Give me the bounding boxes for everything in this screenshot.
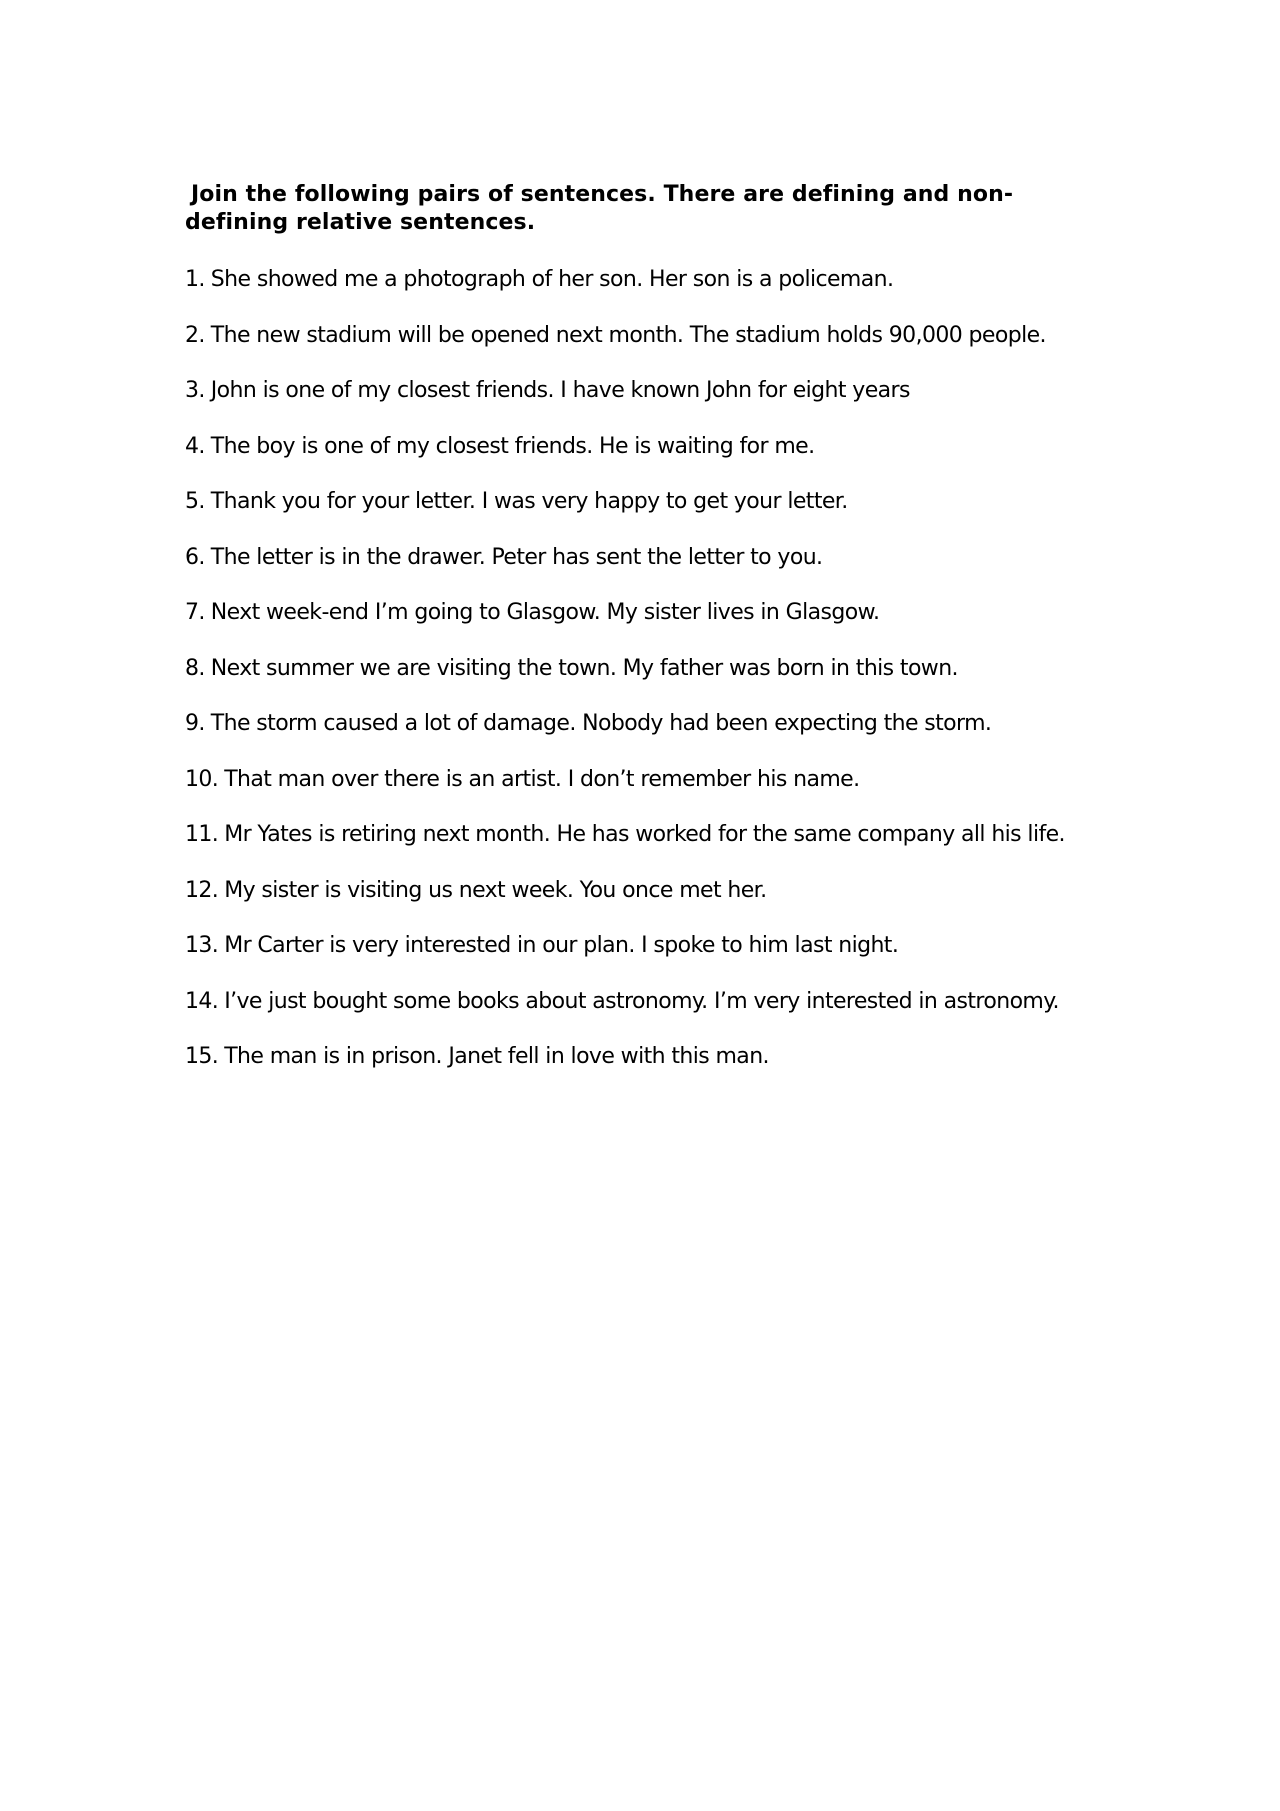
- item-text: The storm caused a lot of damage. Nobody had been expecting the storm.: [210, 711, 992, 736]
- item-text: The man is in prison. Janet fell in love with this man.: [224, 1044, 769, 1069]
- exercise-item: [185, 932, 1115, 960]
- item-number: 4.: [185, 433, 205, 459]
- instruction-line-1: Join the following pairs of sentences. There are defining and non-: [191, 182, 1014, 207]
- exercise-list: [185, 266, 1115, 1071]
- item-text: Thank you for your letter. I was very happy to get your letter.: [210, 489, 848, 514]
- exercise-item: [185, 599, 1115, 627]
- exercise-item: [185, 710, 1055, 738]
- item-text: I’ve just bought some books about astronomy. I’m very interested in astronomy.: [224, 988, 1059, 1014]
- exercise-item: [185, 877, 1115, 905]
- exercise-item: [185, 655, 1115, 683]
- item-number: 14.: [185, 988, 219, 1014]
- exercise-item: [185, 766, 1115, 794]
- item-number: 3.: [185, 378, 205, 403]
- item-text: Next week-end I’m going to Glasgow. My sister lives in Glasgow.: [210, 600, 880, 625]
- item-text: The boy is one of my closest friends. He is waiting for me.: [210, 433, 815, 459]
- exercise-item: [185, 488, 1115, 516]
- exercise-item: [185, 322, 1085, 350]
- instruction-line-2: defining relative sentences.: [185, 210, 536, 235]
- item-text: Next summer we are visiting the town. My father was born in this town.: [210, 655, 958, 681]
- item-number: 9.: [185, 711, 205, 736]
- item-text: John is one of my closest friends. I have known John for eight years: [210, 378, 910, 403]
- exercise-item: [185, 988, 1080, 1016]
- item-number: 12.: [185, 877, 219, 903]
- exercise-item: [185, 433, 1115, 461]
- item-number: 8.: [185, 655, 205, 681]
- item-number: 15.: [185, 1044, 219, 1069]
- item-text: Mr Carter is very interested in our plan. I spoke to him last night.: [224, 933, 899, 958]
- item-number: 2.: [185, 322, 205, 348]
- worksheet-content: [185, 181, 1115, 1099]
- exercise-item: [185, 821, 1120, 849]
- item-number: 10.: [185, 766, 219, 792]
- exercise-item: [185, 266, 1115, 294]
- item-number: 5.: [185, 489, 205, 514]
- item-text: Mr Yates is retiring next month. He has worked for the same company all his life.: [224, 822, 1065, 847]
- item-text: She showed me a photograph of her son. Her son is a policeman.: [210, 267, 894, 292]
- item-number: 11.: [185, 822, 219, 847]
- exercise-item: [185, 1043, 1115, 1071]
- item-text: The new stadium will be opened next month. The stadium holds 90,000 people.: [210, 322, 1046, 348]
- item-text: That man over there is an artist. I don’t remember his name.: [224, 766, 860, 792]
- exercise-item: [185, 377, 1115, 405]
- item-number: 13.: [185, 933, 219, 958]
- exercise-item: [185, 544, 1115, 572]
- item-text: The letter is in the drawer. Peter has sent the letter to you.: [210, 544, 823, 570]
- instruction-heading: [185, 181, 1115, 237]
- item-text: My sister is visiting us next week. You once met her.: [224, 877, 767, 903]
- item-number: 7.: [185, 600, 205, 625]
- item-number: 1.: [185, 267, 205, 292]
- item-number: 6.: [185, 544, 205, 570]
